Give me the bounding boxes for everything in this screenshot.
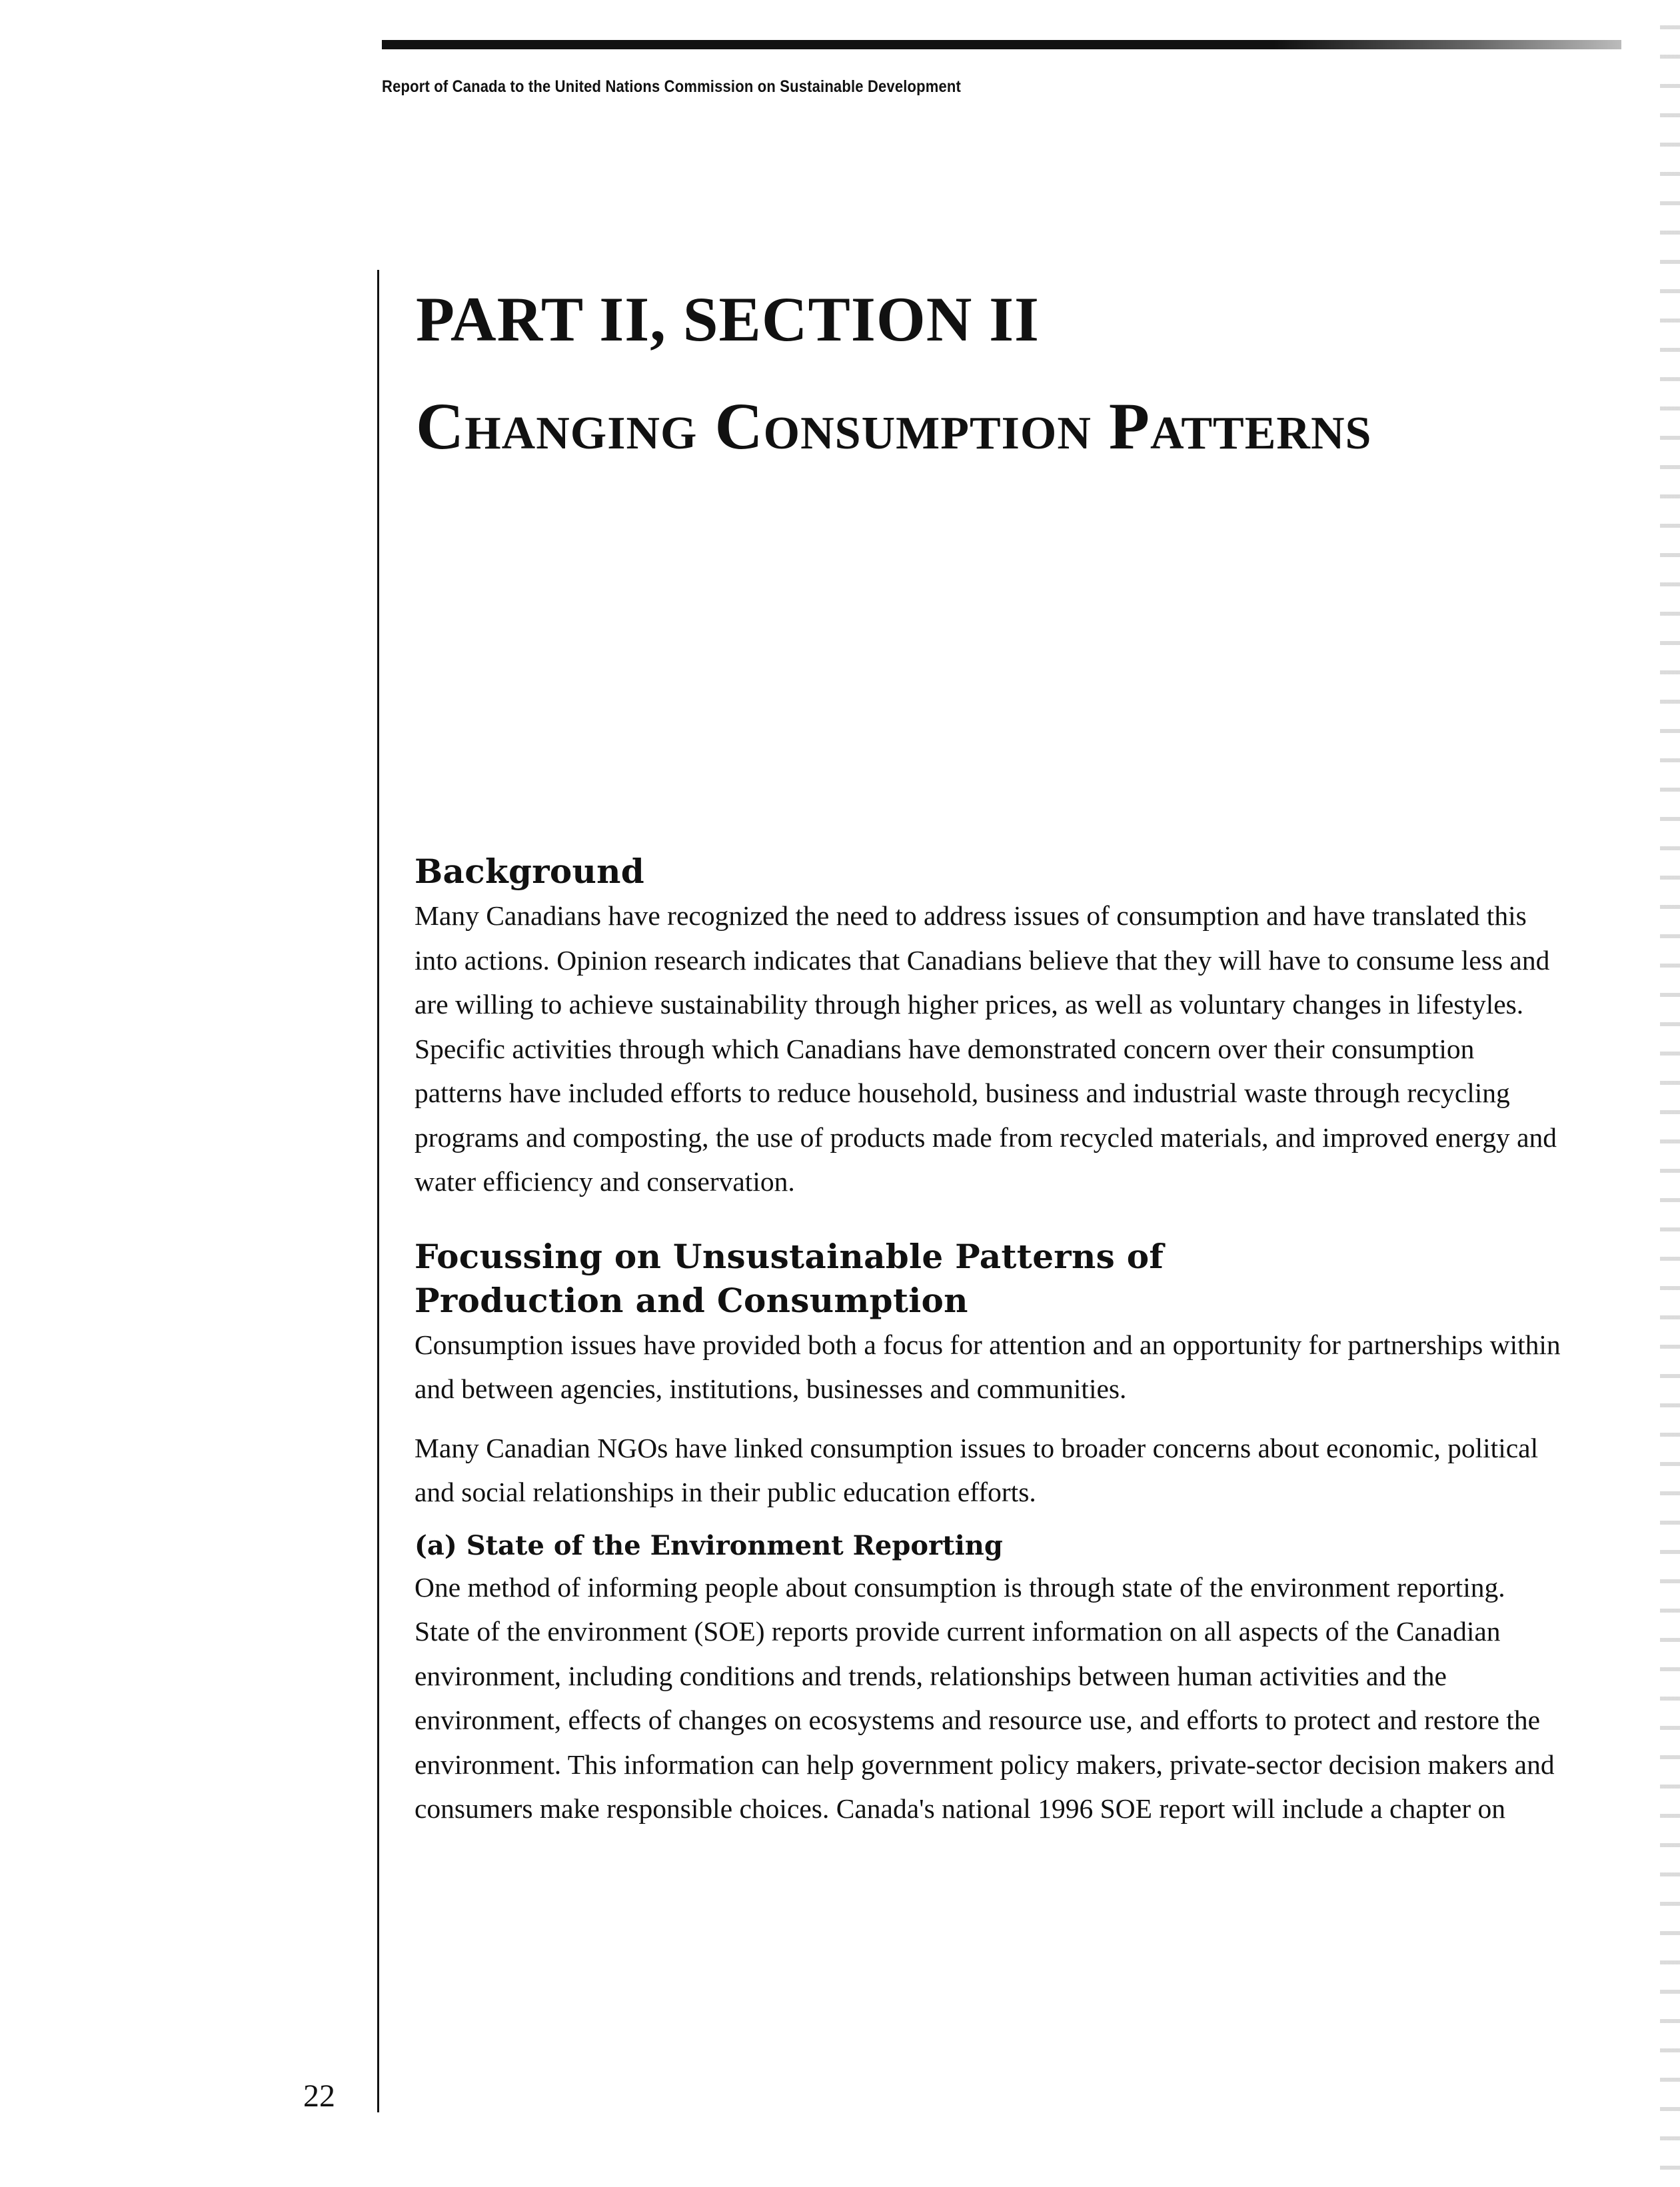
soe-reporting-heading: (a) State of the Environment Reporting [415,1529,1003,1561]
focussing-paragraph-1: Consumption issues have provided both a focus for attention and an opportunity for partnerships within and between agencies, institutions, businesses and communities. [415,1329,1561,1404]
page-number: 22 [303,2078,335,2114]
scan-edge-marks [1660,0,1680,2187]
soe-reporting-paragraph: One method of informing people about consumption is through state of the environment reporting. State of the environment (SOE) reports provide current information on all aspects of the Canadian environment, including conditions and trends, relationships between human activities and the environment, effects of changes on ecosystems and resource use, and efforts to protect and restore the environment. This information can help government policy makers, private-sector decision makers and consumers make responsible choices. Canada's national 1996 SOE report will include a chapter on [415,1571,1555,1824]
top-rule [382,40,1621,49]
part-label: PART II, SECTION II [416,284,1040,355]
body-content [415,850,1561,1831]
background-paragraph: Many Canadians have recognized the need to address issues of consumption and have translated this into actions. Opinion research indicates that Canadians believe that they will have to consume less and are willing to achieve sustainability through higher prices, as well as voluntary changes in lifestyles. Specific activities through which Canadians have demonstrated concern over their consumption patterns have included efforts to reduce household, business and industrial waste through recycling programs and composting, the use of products made from recycled materials, and improved energy and water efficiency and conservation. [415,900,1557,1197]
running-header: Report of Canada to the United Nations Commission on Sustainable Development [382,77,962,96]
focussing-heading: Focussing on Unsustainable Patterns of Production and Consumption [415,1236,1164,1320]
page-title: Changing Consumption Patterns [416,389,1372,463]
background-heading: Background [415,852,645,891]
focussing-paragraph-2: Many Canadian NGOs have linked consumption issues to broader concerns about economic, political and social relationships in their public education efforts. [415,1432,1539,1507]
left-margin-rule [377,270,379,2112]
